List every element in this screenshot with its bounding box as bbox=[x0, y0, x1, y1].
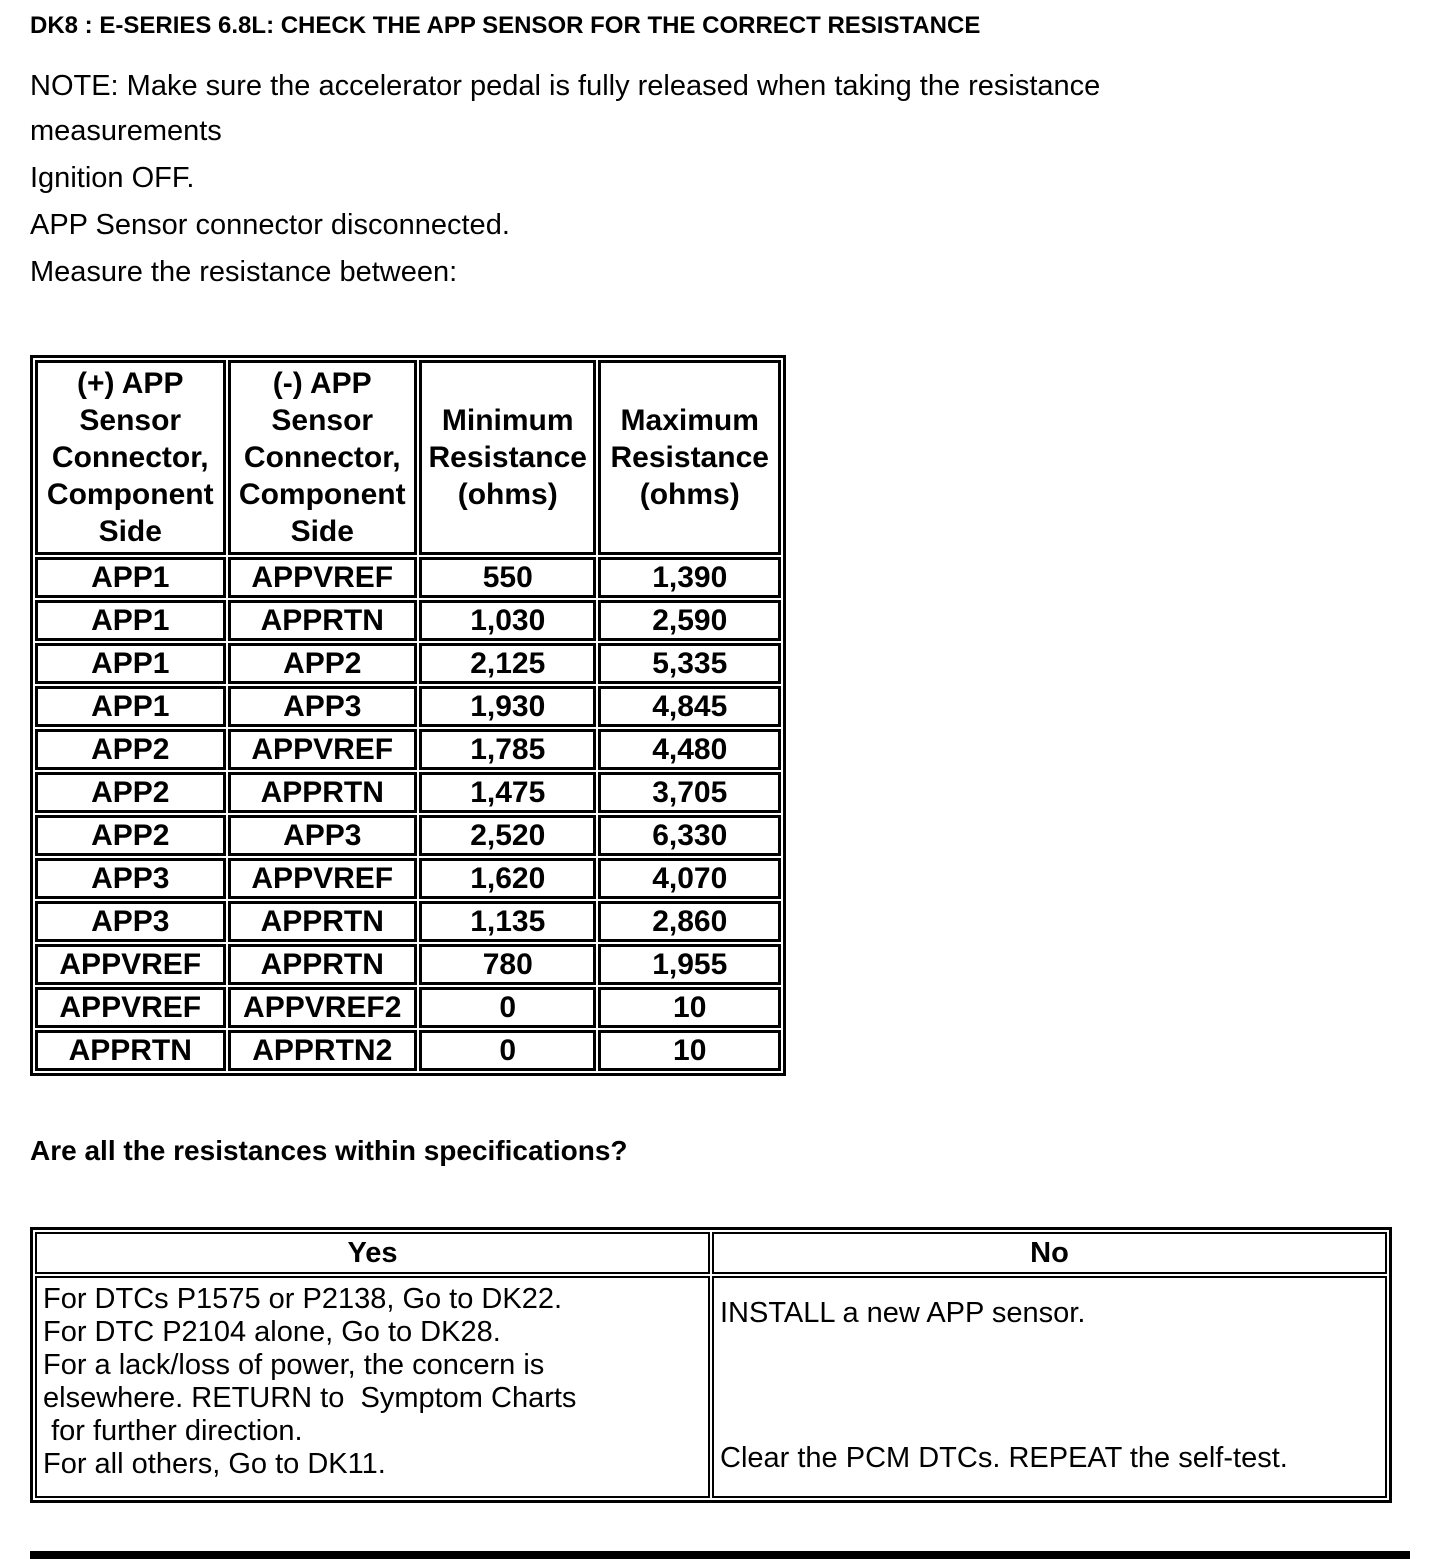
instruction-line: Clear the PCM DTCs. REPEAT the self-test. bbox=[720, 1442, 1288, 1474]
col-header-min-resistance: Minimum Resistance (ohms) bbox=[419, 360, 596, 555]
spec-cell: 1,390 bbox=[598, 557, 781, 598]
spec-cell: 1,030 bbox=[419, 600, 596, 641]
note-text: NOTE: Make sure the accelerator pedal is fully released when taking the resistance measurements bbox=[30, 70, 1101, 147]
spec-cell: 0 bbox=[419, 1030, 596, 1071]
col-header-positive-app: (+) APP Sensor Connector, Component Side bbox=[35, 360, 226, 555]
spec-cell: APP3 bbox=[35, 858, 226, 899]
table-row bbox=[35, 772, 781, 813]
spec-cell: 1,475 bbox=[419, 772, 596, 813]
spec-header-row bbox=[35, 360, 781, 555]
col-header-max-resistance: Maximum Resistance (ohms) bbox=[598, 360, 781, 555]
bottom-rule bbox=[30, 1551, 1410, 1559]
spec-cell: 3,705 bbox=[598, 772, 781, 813]
instruction-line: elsewhere. RETURN to Symptom Charts bbox=[43, 1382, 577, 1414]
spec-cell: APP2 bbox=[228, 643, 418, 684]
instruction-line: INSTALL a new APP sensor. bbox=[720, 1297, 1086, 1329]
table-row bbox=[35, 643, 781, 684]
spec-cell: 0 bbox=[419, 987, 596, 1028]
spec-cell: 5,335 bbox=[598, 643, 781, 684]
yes-header: Yes bbox=[35, 1232, 710, 1274]
table-row bbox=[35, 901, 781, 942]
table-row bbox=[35, 729, 781, 770]
spec-cell: APPVREF bbox=[228, 557, 418, 598]
instruction-line: For DTCs P1575 or P2138, Go to DK22. bbox=[43, 1283, 563, 1315]
spec-cell: APPRTN bbox=[228, 600, 418, 641]
resistance-spec-table bbox=[30, 355, 786, 1076]
instruction-line: For all others, Go to DK11. bbox=[43, 1448, 386, 1480]
step-ignition-off: Ignition OFF. bbox=[30, 162, 195, 194]
table-row bbox=[35, 944, 781, 985]
spec-cell: APP3 bbox=[35, 901, 226, 942]
question-text: Are all the resistances within specifications? bbox=[30, 1135, 628, 1166]
spec-cell: APPVREF2 bbox=[228, 987, 418, 1028]
no-header: No bbox=[712, 1232, 1387, 1274]
table-row bbox=[35, 1030, 781, 1071]
spec-cell: APP2 bbox=[35, 729, 226, 770]
spec-cell: 10 bbox=[598, 987, 781, 1028]
spec-cell: 6,330 bbox=[598, 815, 781, 856]
spec-cell: APP3 bbox=[228, 815, 418, 856]
table-row bbox=[35, 600, 781, 641]
spec-cell: APPVREF bbox=[35, 987, 226, 1028]
yes-instructions bbox=[35, 1276, 710, 1498]
spec-cell: APP1 bbox=[35, 557, 226, 598]
spec-cell: APP1 bbox=[35, 686, 226, 727]
spec-cell: 1,135 bbox=[419, 901, 596, 942]
spec-cell: APPVREF bbox=[228, 858, 418, 899]
spec-cell: 10 bbox=[598, 1030, 781, 1071]
spec-cell: APP2 bbox=[35, 772, 226, 813]
spec-cell: APPRTN bbox=[228, 772, 418, 813]
spec-cell: APP1 bbox=[35, 600, 226, 641]
step-measure-resistance: Measure the resistance between: bbox=[30, 256, 458, 288]
step-connector-disconnected: APP Sensor connector disconnected. bbox=[30, 209, 510, 241]
spec-cell: APPRTN bbox=[228, 901, 418, 942]
spec-cell: APP1 bbox=[35, 643, 226, 684]
spec-cell: APPRTN2 bbox=[228, 1030, 418, 1071]
spec-cell: 1,955 bbox=[598, 944, 781, 985]
table-row bbox=[35, 815, 781, 856]
page-title: DK8 : E-SERIES 6.8L: CHECK THE APP SENSOR FOR THE CORRECT RESISTANCE bbox=[30, 12, 981, 39]
instruction-line: For DTC P2104 alone, Go to DK28. bbox=[43, 1316, 501, 1348]
spec-cell: 1,785 bbox=[419, 729, 596, 770]
table-row bbox=[35, 557, 781, 598]
spec-cell: 1,620 bbox=[419, 858, 596, 899]
spec-cell: 780 bbox=[419, 944, 596, 985]
spec-cell: APPRTN bbox=[228, 944, 418, 985]
spec-cell: 1,930 bbox=[419, 686, 596, 727]
no-instructions bbox=[712, 1276, 1387, 1498]
spec-cell: APP3 bbox=[228, 686, 418, 727]
spec-cell: 4,845 bbox=[598, 686, 781, 727]
spec-cell: APPRTN bbox=[35, 1030, 226, 1071]
spec-cell: 2,860 bbox=[598, 901, 781, 942]
spec-cell: 4,480 bbox=[598, 729, 781, 770]
table-row bbox=[35, 858, 781, 899]
decision-header-row bbox=[35, 1232, 1387, 1274]
instruction-line: for further direction. bbox=[43, 1415, 303, 1447]
decision-body-row bbox=[35, 1276, 1387, 1498]
table-row bbox=[35, 686, 781, 727]
spec-cell: 2,125 bbox=[419, 643, 596, 684]
col-header-negative-app: (-) APP Sensor Connector, Component Side bbox=[228, 360, 418, 555]
spec-cell: 2,520 bbox=[419, 815, 596, 856]
spec-cell: 2,590 bbox=[598, 600, 781, 641]
spec-cell: APPVREF bbox=[228, 729, 418, 770]
spec-cell: 550 bbox=[419, 557, 596, 598]
spec-cell: APPVREF bbox=[35, 944, 226, 985]
decision-table bbox=[30, 1227, 1392, 1503]
instruction-line: For a lack/loss of power, the concern is bbox=[43, 1349, 545, 1381]
spec-cell: 4,070 bbox=[598, 858, 781, 899]
table-row bbox=[35, 987, 781, 1028]
spec-cell: APP2 bbox=[35, 815, 226, 856]
